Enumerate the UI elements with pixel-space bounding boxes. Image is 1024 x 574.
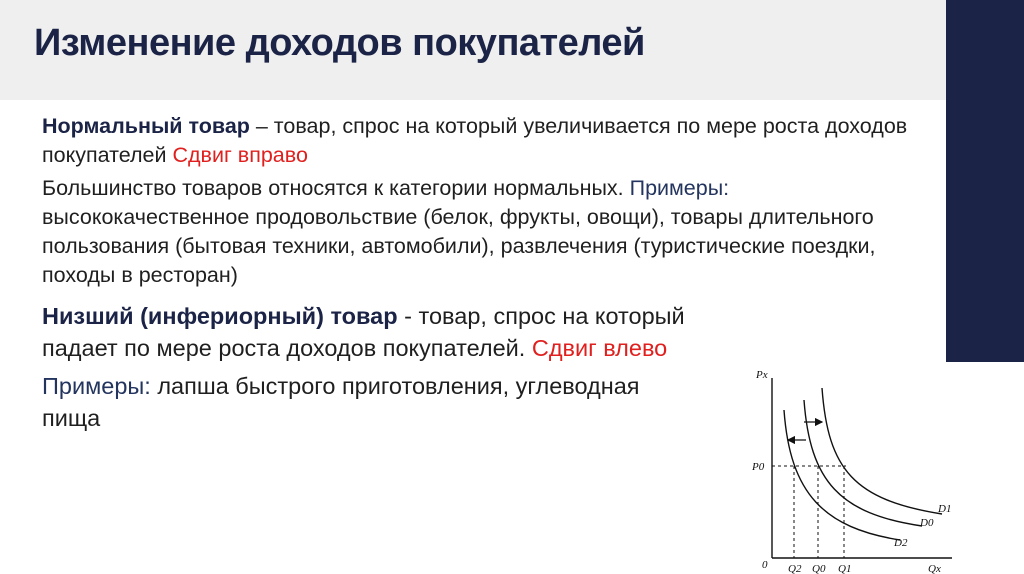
inferior-good-examples xyxy=(42,370,702,434)
demand-curve-d2 xyxy=(784,410,900,540)
shift-right-label: Сдвиг вправо xyxy=(172,143,308,167)
x-axis-label: Qx xyxy=(928,563,941,574)
normal-good-intro: Большинство товаров относятся к категории нормальных. xyxy=(42,176,630,200)
shift-left-label: Сдвиг влево xyxy=(531,335,668,361)
normal-examples-label: Примеры: xyxy=(629,176,730,200)
d1-label: D1 xyxy=(938,503,952,515)
inferior-good-definition-text: - товар, спрос на который падает по мере роста доходов покупателей. xyxy=(42,303,685,361)
normal-examples-text: высококачественное продовольствие (белок, фрукты, овощи), товары длительного пользования (бытовая техники, автомобили), развлечения (туристические поездки, походы в ресторан) xyxy=(42,205,876,287)
origin-label: 0 xyxy=(762,559,768,571)
slide-title: Изменение доходов покупателей xyxy=(34,22,645,64)
q2-label: Q2 xyxy=(788,563,802,574)
y-axis-label: Px xyxy=(756,369,768,381)
demand-shift-chart xyxy=(744,360,960,574)
q0-label: Q0 xyxy=(812,563,826,574)
inferior-examples-label: Примеры: xyxy=(42,373,151,399)
inferior-examples-text: лапша быстрого приготовления, углеводная пища xyxy=(42,373,640,431)
price-level-label: P0 xyxy=(752,461,765,473)
decorative-side-bar xyxy=(946,0,1024,362)
normal-good-definition-text: – товар, спрос на который увеличивается по мере роста доходов покупателей xyxy=(42,114,908,167)
demand-shift-svg xyxy=(744,360,960,574)
normal-good-examples xyxy=(42,174,922,290)
d0-label: D0 xyxy=(920,517,934,529)
normal-good-term: Нормальный товар xyxy=(42,114,250,138)
inferior-good-definition xyxy=(42,300,702,364)
d2-label: D2 xyxy=(894,537,908,549)
normal-good-definition xyxy=(42,112,922,170)
inferior-good-term: Низший (инфериорный) товар xyxy=(42,303,398,329)
q1-label: Q1 xyxy=(838,563,852,574)
